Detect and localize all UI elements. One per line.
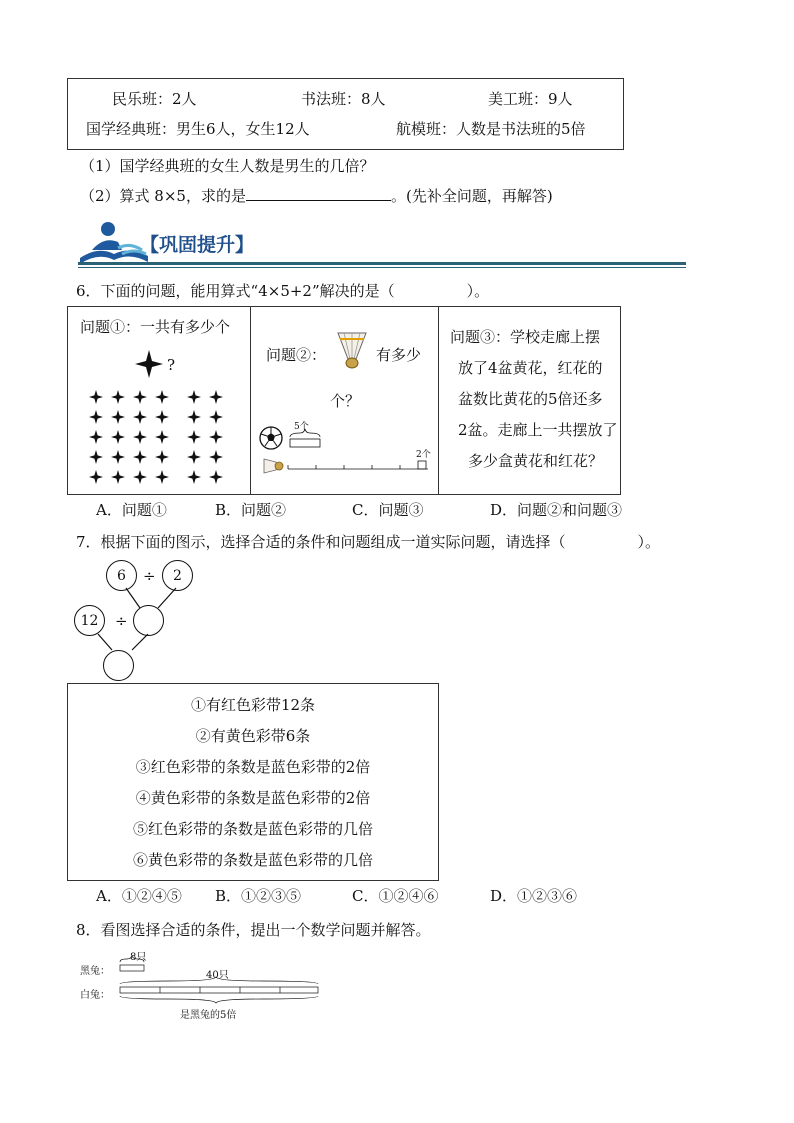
small-star-icon <box>132 429 148 445</box>
panel-divider-1 <box>250 307 251 494</box>
diagram-circle-6: 6 <box>106 560 137 591</box>
q5-part2 <box>80 186 553 206</box>
small-star-icon <box>208 469 224 485</box>
diagram-circle-12: 12 <box>74 605 105 636</box>
q7-stem <box>76 532 660 552</box>
small-star-icon <box>186 429 202 445</box>
q6-stem <box>76 281 489 301</box>
small-star-icon <box>208 409 224 425</box>
small-star-icon <box>208 449 224 465</box>
q7-stem-prefix: 7．根据下面的图示，选择合适的条件和问题组成一道实际问题，请选择（ <box>76 533 566 551</box>
min-yue-class: 民乐班：2人 <box>112 90 197 108</box>
label-8-zhi: 8只 <box>130 952 147 963</box>
small-star-icon <box>110 429 126 445</box>
guo-xue-class: 国学经典班：男生6人，女生12人 <box>86 120 310 138</box>
shu-fa-class: 书法班：8人 <box>301 90 386 108</box>
small-star-icon <box>110 469 126 485</box>
panel1-question-mark: ? <box>167 356 176 374</box>
panel3-line: 盆数比黄花的5倍还多 <box>458 390 603 408</box>
q7-option-d[interactable]: D．①②③⑥ <box>490 887 578 905</box>
small-star-icon <box>132 449 148 465</box>
q7-option-c[interactable]: C．①②④⑥ <box>352 887 439 905</box>
mei-gong-class: 美工班：9人 <box>488 90 573 108</box>
panel2-suffix: 有多少 <box>376 346 422 364</box>
small-star-icon <box>208 389 224 405</box>
section-rule-thin <box>78 267 686 268</box>
q6-option-c[interactable]: C．问题③ <box>352 501 424 519</box>
label-40-zhi: 40只 <box>206 970 229 981</box>
small-star-icon <box>208 429 224 445</box>
section-rule-thick <box>78 262 686 265</box>
small-star-icon <box>154 449 170 465</box>
q6-option-d[interactable]: D．问题②和问题③ <box>490 501 623 519</box>
q8-stem: 8．看图选择合适的条件，提出一个数学问题并解答。 <box>76 921 431 939</box>
q5-part1: （1）国学经典班的女生人数是男生的几倍？ <box>80 157 375 175</box>
q6-stem-prefix: 6．下面的问题，能用算式“4×5+2”解决的是（ <box>76 282 395 300</box>
label-2-ge: 2个 <box>416 450 431 460</box>
panel3-line: 问题③：学校走廊上摆 <box>450 328 601 346</box>
diagram-circle-empty-bottom <box>103 650 134 681</box>
class-info-box <box>67 78 624 150</box>
small-star-icon <box>132 409 148 425</box>
diagram-circle-2: 2 <box>162 560 193 591</box>
panel3-line: 多少盒黄花和红花？ <box>468 452 604 470</box>
panel1-title: 问题①：一共有多少个 <box>80 318 231 336</box>
condition-3: ③红色彩带的条数是蓝色彩带的2倍 <box>135 758 371 776</box>
q5-part2-suffix: 。(先补全问题，再解答) <box>390 187 553 205</box>
small-star-icon <box>186 469 202 485</box>
small-star-icon <box>154 469 170 485</box>
small-star-icon <box>88 429 104 445</box>
shuttlecock-small-icon <box>262 457 286 475</box>
q7-option-b[interactable]: B．①②③⑤ <box>215 887 302 905</box>
small-star-icon <box>154 389 170 405</box>
small-star-icon <box>88 389 104 405</box>
diagram-circle-empty-mid <box>133 605 164 636</box>
q8-diagram <box>80 948 330 1024</box>
small-star-icon <box>132 389 148 405</box>
small-star-icon <box>186 409 202 425</box>
q6-stem-suffix: ）。 <box>466 282 490 300</box>
star-icon <box>134 349 164 379</box>
black-rabbit-label: 黑兔： <box>80 966 110 977</box>
small-star-icon <box>88 409 104 425</box>
panel2-line2: 个？ <box>330 392 361 410</box>
small-star-icon <box>186 389 202 405</box>
label-5-ge: 5个 <box>294 422 309 432</box>
condition-1: ①有红色彩带12条 <box>190 696 316 714</box>
panel3-text <box>450 327 620 482</box>
panel3-line: 2盆。走廊上一共摆放了 <box>458 421 618 439</box>
hang-mo-class: 航模班：人数是书法班的5倍 <box>396 120 586 138</box>
small-star-icon <box>110 449 126 465</box>
q7-diagram <box>74 558 204 682</box>
q7-stem-suffix: ）。 <box>637 533 661 551</box>
small-star-icon <box>110 409 126 425</box>
small-star-icon <box>154 429 170 445</box>
shuttlecock-icon <box>330 329 376 371</box>
rabbit-bar-model <box>80 948 330 1024</box>
times-label: 是黑兔的5倍 <box>180 1010 237 1021</box>
q5-answer-blank[interactable] <box>246 200 391 201</box>
q6-option-a[interactable]: A．问题① <box>96 501 167 519</box>
small-star-icon <box>110 389 126 405</box>
white-rabbit-label: 白兔： <box>80 990 110 1001</box>
small-star-icon <box>88 449 104 465</box>
panel3-line: 放了4盆黄花，红花的 <box>458 359 603 377</box>
small-star-icon <box>88 469 104 485</box>
star-grid <box>88 389 238 489</box>
diagram-div-mid: ÷ <box>115 612 128 630</box>
condition-6: ⑥黄色彩带的条数是蓝色彩带的几倍 <box>132 851 373 869</box>
section-title: 【巩固提升】 <box>140 234 255 256</box>
q7-conditions-box <box>67 683 439 881</box>
panel-divider-2 <box>438 307 439 494</box>
q7-option-a[interactable]: A．①②④⑤ <box>96 887 182 905</box>
condition-5: ⑤红色彩带的条数是蓝色彩带的几倍 <box>132 820 373 838</box>
small-star-icon <box>154 409 170 425</box>
small-star-icon <box>132 469 148 485</box>
condition-4: ④黄色彩带的条数是蓝色彩带的2倍 <box>135 789 371 807</box>
q5-part2-prefix: （2）算式 8×5，求的是 <box>80 187 246 205</box>
panel2-prefix: 问题②： <box>266 346 327 364</box>
diagram-div-top: ÷ <box>143 567 156 585</box>
condition-2: ②有黄色彩带6条 <box>195 727 311 745</box>
section-header <box>78 220 688 270</box>
small-star-icon <box>186 449 202 465</box>
q6-panels <box>67 306 621 495</box>
q6-option-b[interactable]: B．问题② <box>215 501 287 519</box>
